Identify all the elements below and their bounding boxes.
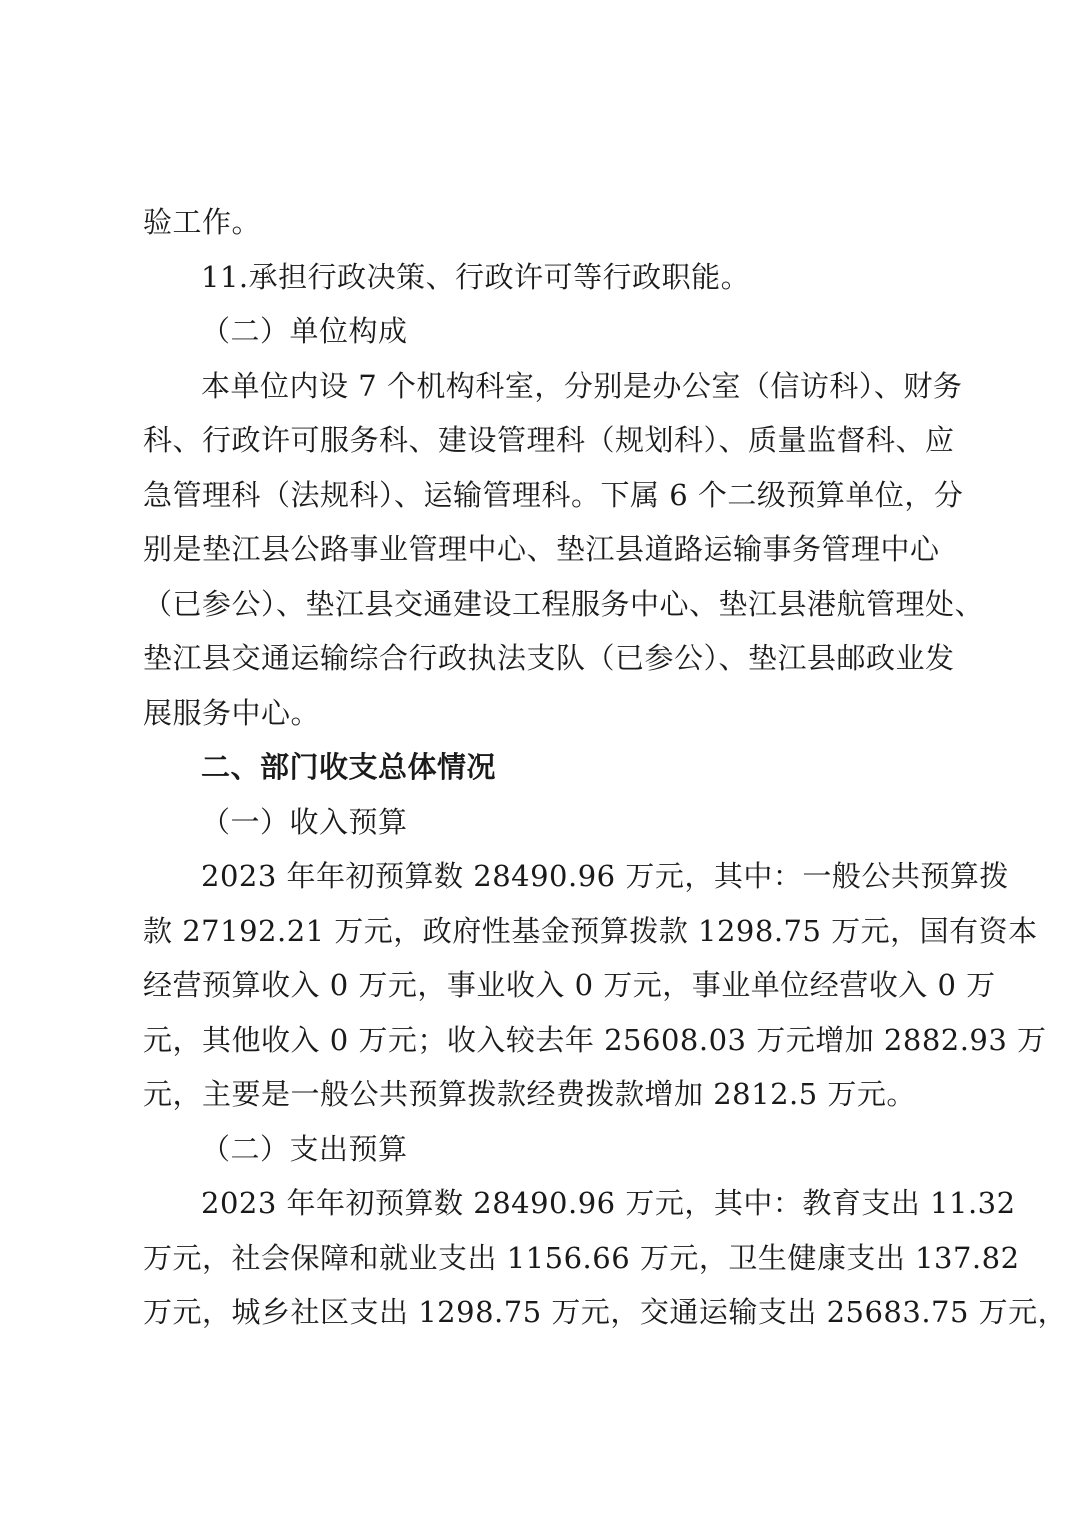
text-line: 别是垫江县公路事业管理中心、垫江县道路运输事务管理中心 [143, 532, 940, 566]
text-line: 万元，社会保障和就业支出 1156.66 万元，卫生健康支出 137.82 [143, 1240, 1020, 1275]
text-line: 11.承担行政决策、行政许可等行政职能。 [201, 259, 751, 294]
document-body [143, 195, 1068, 1340]
subsection-heading: （二）支出预算 [201, 1131, 408, 1166]
text-line: 展服务中心。 [143, 695, 321, 730]
text-line: 垫江县交通运输综合行政执法支队（已参公）、垫江县邮政业发 [143, 641, 955, 675]
text-line: 万元，城乡社区支出 1298.75 万元，交通运输支出 25683.75 万元， [143, 1295, 1068, 1329]
text-line: 本单位内设 7 个机构科室，分别是办公室（信访科）、财务 [201, 368, 963, 403]
text-line: 急管理科（法规科）、运输管理科。下属 6 个二级预算单位，分 [143, 477, 964, 512]
text-line: 元，主要是一般公共预算拨款经费拨款增加 2812.5 万元。 [143, 1077, 916, 1111]
text-line: 款 27192.21 万元，政府性基金预算拨款 1298.75 万元，国有资本 [143, 913, 1038, 948]
text-line: 元，其他收入 0 万元；收入较去年 25608.03 万元增加 2882.93 万 [143, 1022, 1047, 1057]
text-line: 2023 年年初预算数 28490.96 万元，其中：一般公共预算拨 [201, 859, 1009, 893]
section-heading: 二、部门收支总体情况 [201, 750, 497, 784]
text-line: 验工作。 [143, 205, 262, 239]
text-line: 科、行政许可服务科、建设管理科（规划科）、质量监督科、应 [143, 423, 955, 457]
subsection-heading: （一）收入预算 [201, 804, 408, 839]
text-line: （已参公）、垫江县交通建设工程服务中心、垫江县港航管理处、 [143, 586, 985, 621]
subsection-heading: （二）单位构成 [201, 314, 408, 348]
text-line: 2023 年年初预算数 28490.96 万元，其中：教育支出 11.32 [201, 1186, 1016, 1220]
text-line: 经营预算收入 0 万元，事业收入 0 万元，事业单位经营收入 0 万 [143, 968, 996, 1002]
